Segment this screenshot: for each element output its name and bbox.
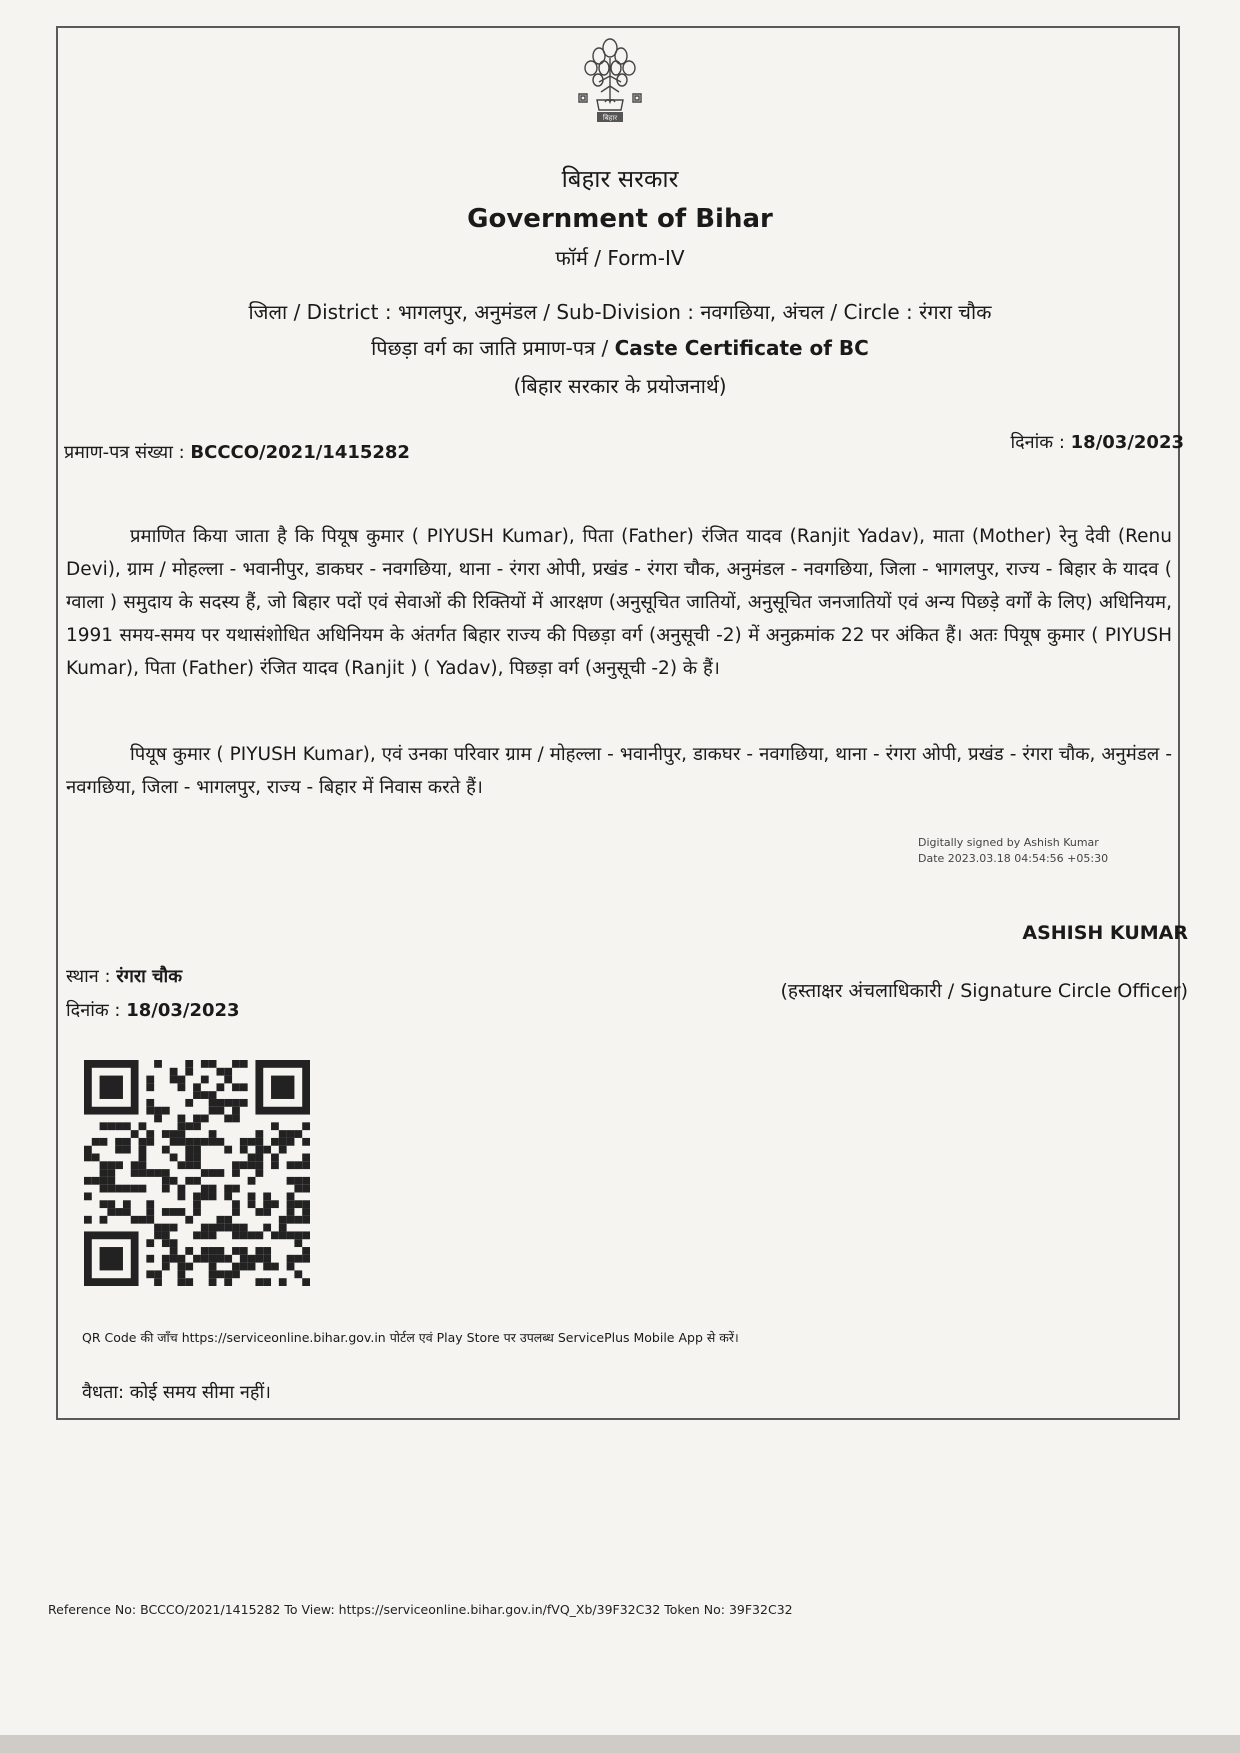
- subdivision-label: अनुमंडल / Sub-Division :: [474, 300, 694, 324]
- place-line: [66, 960, 240, 994]
- circle-label: अंचल / Circle :: [782, 300, 913, 324]
- emblem-caption: बिहार: [602, 114, 618, 122]
- district-label: जिला / District :: [248, 300, 392, 324]
- title-hindi: बिहार सरकार: [561, 165, 679, 193]
- certificate-number: [64, 440, 410, 464]
- digital-signature-line-2: Date 2023.03.18 04:54:56 +05:30: [918, 852, 1109, 865]
- signer-designation: (हस्ताक्षर अंचलाधिकारी / Signature Circle Officer): [780, 980, 1188, 1002]
- validity-note: वैधता: कोई समय सीमा नहीं।: [82, 1382, 271, 1403]
- bodhi-tree-emblem-icon: [571, 36, 649, 136]
- qr-verification-note: QR Code की जाँच https://serviceonline.bihar.gov.in पोर्टल एवं Play Store पर उपलब्ध ServicePlus Mobile App से करें।: [82, 1330, 739, 1345]
- certificate-paragraph-2: [66, 738, 1172, 804]
- certificate-title-english: Caste Certificate of BC: [614, 336, 869, 360]
- place-value: रंगरा चौक: [116, 966, 183, 987]
- signer-name: ASHISH KUMAR: [1022, 922, 1188, 944]
- certificate-title: [0, 334, 1240, 361]
- scan-edge: [0, 1735, 1240, 1753]
- paragraph-1-text: प्रमाणित किया जाता है कि पियूष कुमार ( PIYUSH Kumar), पिता (Father) रंजित यादव (Ranjit Yadav), माता (Mother) रेनु देवी (Renu Devi), ग्राम / मोहल्ला - भवानीपुर, डाकघर - नवगछिया, थाना - रंगरा ओपी, प्रखंड - रंगरा चौक, अनुमंडल - नवगछिया, जिला - भागलपुर, राज्य - बिहार के यादव ( ग्वाला ) समुदाय के सदस्य हैं, जो बिहार पदों एवं सेवाओं की रिक्तियों में आरक्षण (अनुसूचित जातियों, अनुसूचित जनजातियों एवं अन्य पिछड़े वर्गों के लिए) अधिनियम, 1991 समय-समय पर यथासंशोधित अधिनियम के अंतर्गत बिहार राज्य की पिछड़ा वर्ग (अनुसूची -2) में अनुक्रमांक 22 पर अंकित हैं। अतः पियूष कुमार ( PIYUSH Kumar), पिता (Father) रंजित यादव (Ranjit ) ( Yadav), पिछड़ा वर्ग (अनुसूची -2) के हैं।: [66, 526, 1172, 679]
- certificate-title-hindi: पिछड़ा वर्ग का जाति प्रमाण-पत्र /: [371, 336, 609, 360]
- circle-value: रंगरा चौक: [919, 300, 992, 324]
- issue-date-value: 18/03/2023: [1070, 432, 1184, 453]
- paragraph-2-text: पियूष कुमार ( PIYUSH Kumar), एवं उनका परिवार ग्राम / मोहल्ला - भवानीपुर, डाकघर - नवगछिया, थाना - रंगरा ओपी, प्रखंड - रंगरा चौक, अनुमंडल - नवगछिया, जिला - भागलपुर, राज्य - बिहार में निवास करते हैं।: [66, 744, 1172, 798]
- title-english: Government of Bihar: [467, 204, 773, 234]
- certificate-number-label: प्रमाण-पत्र संख्या :: [64, 442, 185, 463]
- issue-date-label: दिनांक :: [1010, 432, 1065, 453]
- reference-footer: Reference No: BCCCO/2021/1415282 To View: https://serviceonline.bihar.gov.in/fVQ_Xb/39F32C32 Token No: 39F32C32: [48, 1602, 793, 1617]
- digital-signature: [918, 835, 1108, 867]
- district-value: भागलपुर,: [397, 300, 468, 324]
- form-number: फॉर्म / Form-IV: [555, 246, 685, 270]
- place-label: स्थान :: [66, 966, 111, 987]
- place-date-block: [66, 960, 240, 1028]
- qr-code-icon: [84, 1058, 310, 1288]
- place-date-value: 18/03/2023: [126, 1000, 240, 1021]
- certificate-paragraph-1: [66, 520, 1172, 685]
- certificate-purpose: (बिहार सरकार के प्रयोजनार्थ): [513, 374, 727, 398]
- place-date-label: दिनांक :: [66, 1000, 121, 1021]
- digital-signature-line-1: Digitally signed by Ashish Kumar: [918, 836, 1099, 849]
- certificate-number-value: BCCCO/2021/1415282: [190, 442, 410, 463]
- place-date-line: [66, 994, 240, 1028]
- subdivision-value: नवगछिया,: [700, 300, 777, 324]
- issue-date: [1010, 430, 1184, 454]
- location-line: [0, 298, 1240, 325]
